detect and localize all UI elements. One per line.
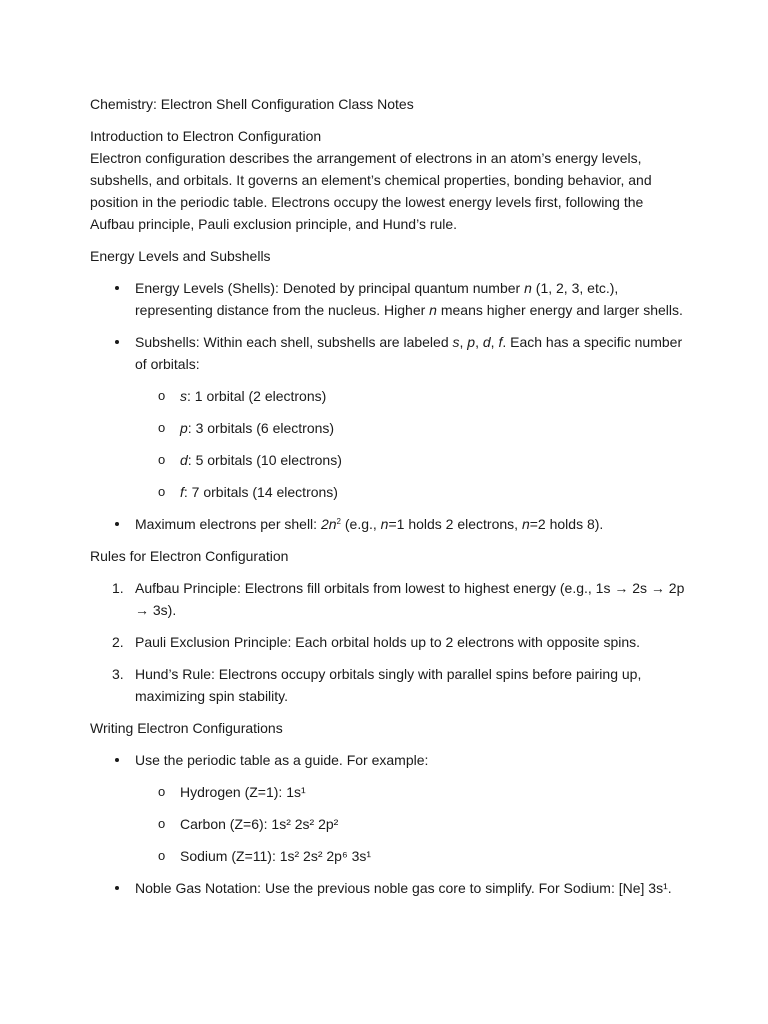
list-item-max-electrons: Maximum electrons per shell: $2n^2$ (e.g., n=1 holds 2 electrons, n=2 holds 8). [135, 516, 604, 532]
sublist-item-sodium: o Sodium (Z=11): 1s² 2s² 2p⁶ 3s¹ [90, 845, 690, 867]
list-item-subshells: Subshells: Within each shell, subshells are labeled s, p, d, f. Each has a specific number of orbitals: [135, 334, 683, 372]
intro-heading: Introduction to Electron Configuration [90, 128, 322, 144]
sublist-item-d: o d: 5 orbitals (10 electrons) [90, 449, 690, 471]
sublist-item-carbon: o Carbon (Z=6): 1s² 2s² 2p² [90, 813, 690, 835]
sublist-item-hydrogen: o Hydrogen (Z=1): 1s¹ [90, 781, 690, 803]
sub-bullet-icon: o [158, 484, 166, 499]
list-number: 1. [112, 580, 124, 596]
list-item-hund: 3. Hund’s Rule: Electrons occupy orbitals singly with parallel spins before pairing up, maximizing spin stability. [90, 663, 690, 707]
sublist-item-s: o s: 1 orbital (2 electrons) [90, 385, 690, 407]
energy-heading: Energy Levels and Subshells [90, 248, 271, 264]
writing-heading: Writing Electron Configurations [90, 720, 283, 736]
document-page [90, 93, 690, 899]
sublist-item-p: o p: 3 orbitals (6 electrons) [90, 417, 690, 439]
sub-bullet-icon: o [158, 784, 166, 799]
intro-paragraph: Electron configuration describes the arrangement of electrons in an atom’s energy levels, subshells, and orbitals. It governs an element’s chemical properties, bonding behavior, and position in the periodic table. Electrons occupy the lowest energy levels first, following the Aufbau principle, Pauli exclusion principle, and Hund’s rule. [90, 150, 652, 232]
energy-list [90, 277, 690, 535]
writing-list [90, 749, 690, 899]
sub-bullet-icon: o [158, 848, 166, 863]
sub-bullet-icon: o [158, 816, 166, 831]
rules-list [90, 577, 690, 707]
list-item-periodic-guide: Use the periodic table as a guide. For example: [135, 752, 429, 768]
sub-bullet-icon: o [158, 420, 166, 435]
list-item-pauli: 2. Pauli Exclusion Principle: Each orbital holds up to 2 electrons with opposite spins. [90, 631, 690, 653]
list-item-energy-levels: Energy Levels (Shells): Denoted by principal quantum number n (1, 2, 3, etc.), representing distance from the nucleus. Higher n means higher energy and larger shells. [135, 280, 683, 318]
sublist-item-f: o f: 7 orbitals (14 electrons) [90, 481, 690, 503]
sub-bullet-icon: o [158, 388, 166, 403]
list-number: 2. [112, 634, 124, 650]
sub-bullet-icon: o [158, 452, 166, 467]
document-title: Chemistry: Electron Shell Configuration Class Notes [90, 96, 414, 112]
list-item-noble-gas: Noble Gas Notation: Use the previous noble gas core to simplify. For Sodium: [Ne] 3s¹. [135, 880, 672, 896]
rules-heading: Rules for Electron Configuration [90, 548, 289, 564]
list-number: 3. [112, 666, 124, 682]
list-item-aufbau: 1. Aufbau Principle: Electrons fill orbitals from lowest to highest energy (e.g., 1s → 2s → 2p → 3s). [90, 577, 690, 621]
